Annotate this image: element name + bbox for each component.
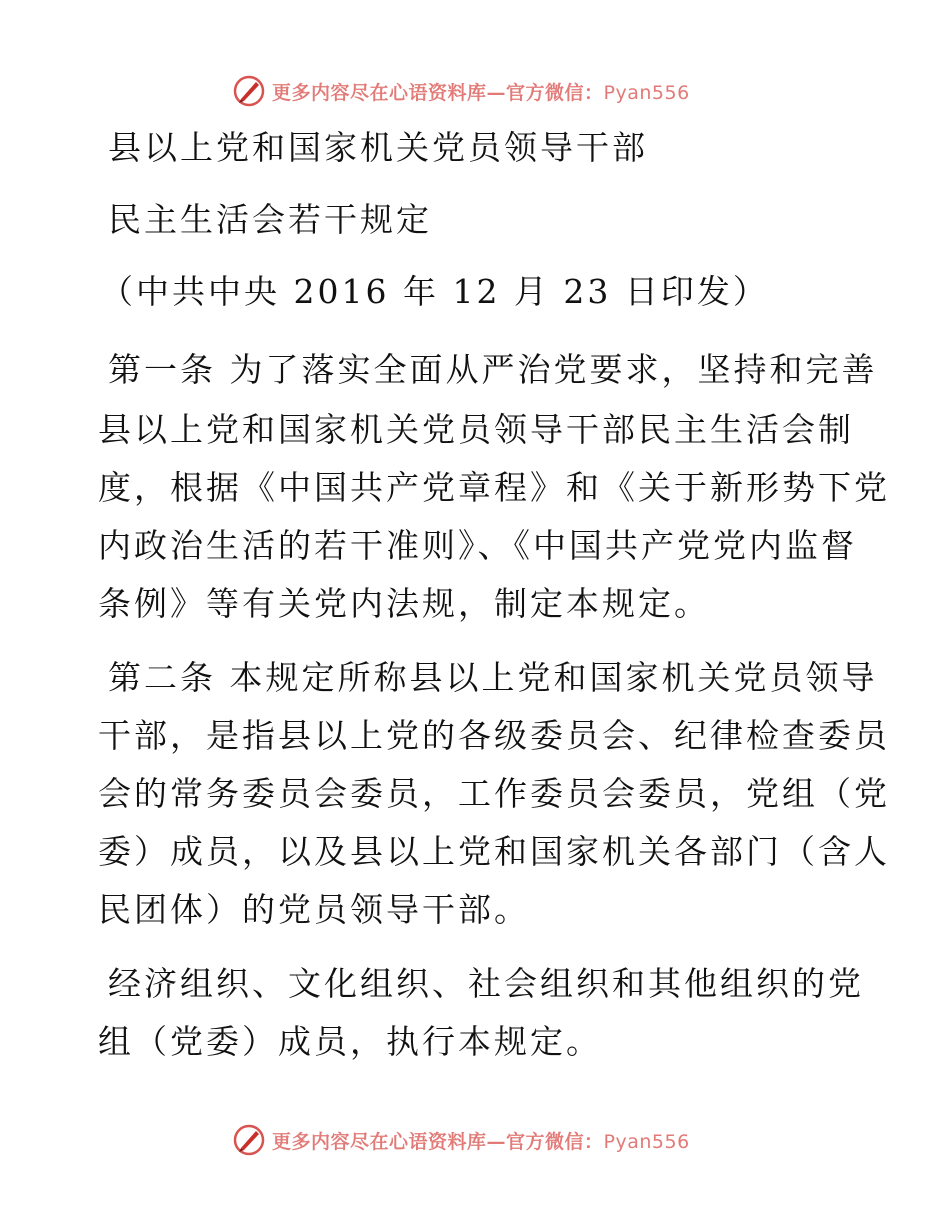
feather-quill-logo-icon (232, 1123, 266, 1157)
feather-quill-logo-icon (232, 74, 266, 108)
article-2-line: 民团体）的党员领导干部。 (98, 890, 530, 929)
document-title-line-1: 县以上党和国家机关党员领导干部 (108, 128, 648, 167)
article-2-line: 会的常务委员会委员，工作委员会委员，党组（党 (98, 774, 890, 813)
article-2-paragraph-2-line: 经济组织、文化组织、社会组织和其他组织的党 (108, 964, 864, 1003)
article-1-line: 内政治生活的若干准则》、《中国共产党党内监督 (98, 526, 857, 565)
document-title-line-2: 民主生活会若干规定 (108, 200, 432, 239)
article-1-line: 度，根据《中国共产党章程》和《关于新形势下党 (98, 468, 890, 507)
issuance-note: （中共中央 2016 年 12 月 23 日印发） (100, 272, 769, 311)
watermark-handle: Pyan556 (603, 1130, 690, 1153)
article-2-paragraph-2-line: 组（党委）成员，执行本规定。 (98, 1022, 602, 1061)
article-2-line: 第二条 本规定所称县以上党和国家机关党员领导 (108, 658, 878, 697)
article-1-line: 条例》等有关党内法规，制定本规定。 (98, 584, 710, 623)
article-2-line: 干部，是指县以上党的各级委员会、纪律检查委员 (98, 716, 890, 755)
article-2-line: 委）成员，以及县以上党和国家机关各部门（含人 (98, 832, 890, 871)
header-watermark (232, 74, 690, 108)
watermark-text: 更多内容尽在心语资料库—官方微信： (272, 1130, 604, 1153)
article-1-line: 县以上党和国家机关党员领导干部民主生活会制 (98, 410, 854, 449)
footer-watermark (232, 1123, 690, 1157)
article-1-line: 第一条 为了落实全面从严治党要求，坚持和完善 (108, 350, 878, 389)
watermark-text: 更多内容尽在心语资料库—官方微信： (272, 81, 604, 104)
watermark-handle: Pyan556 (603, 81, 690, 104)
